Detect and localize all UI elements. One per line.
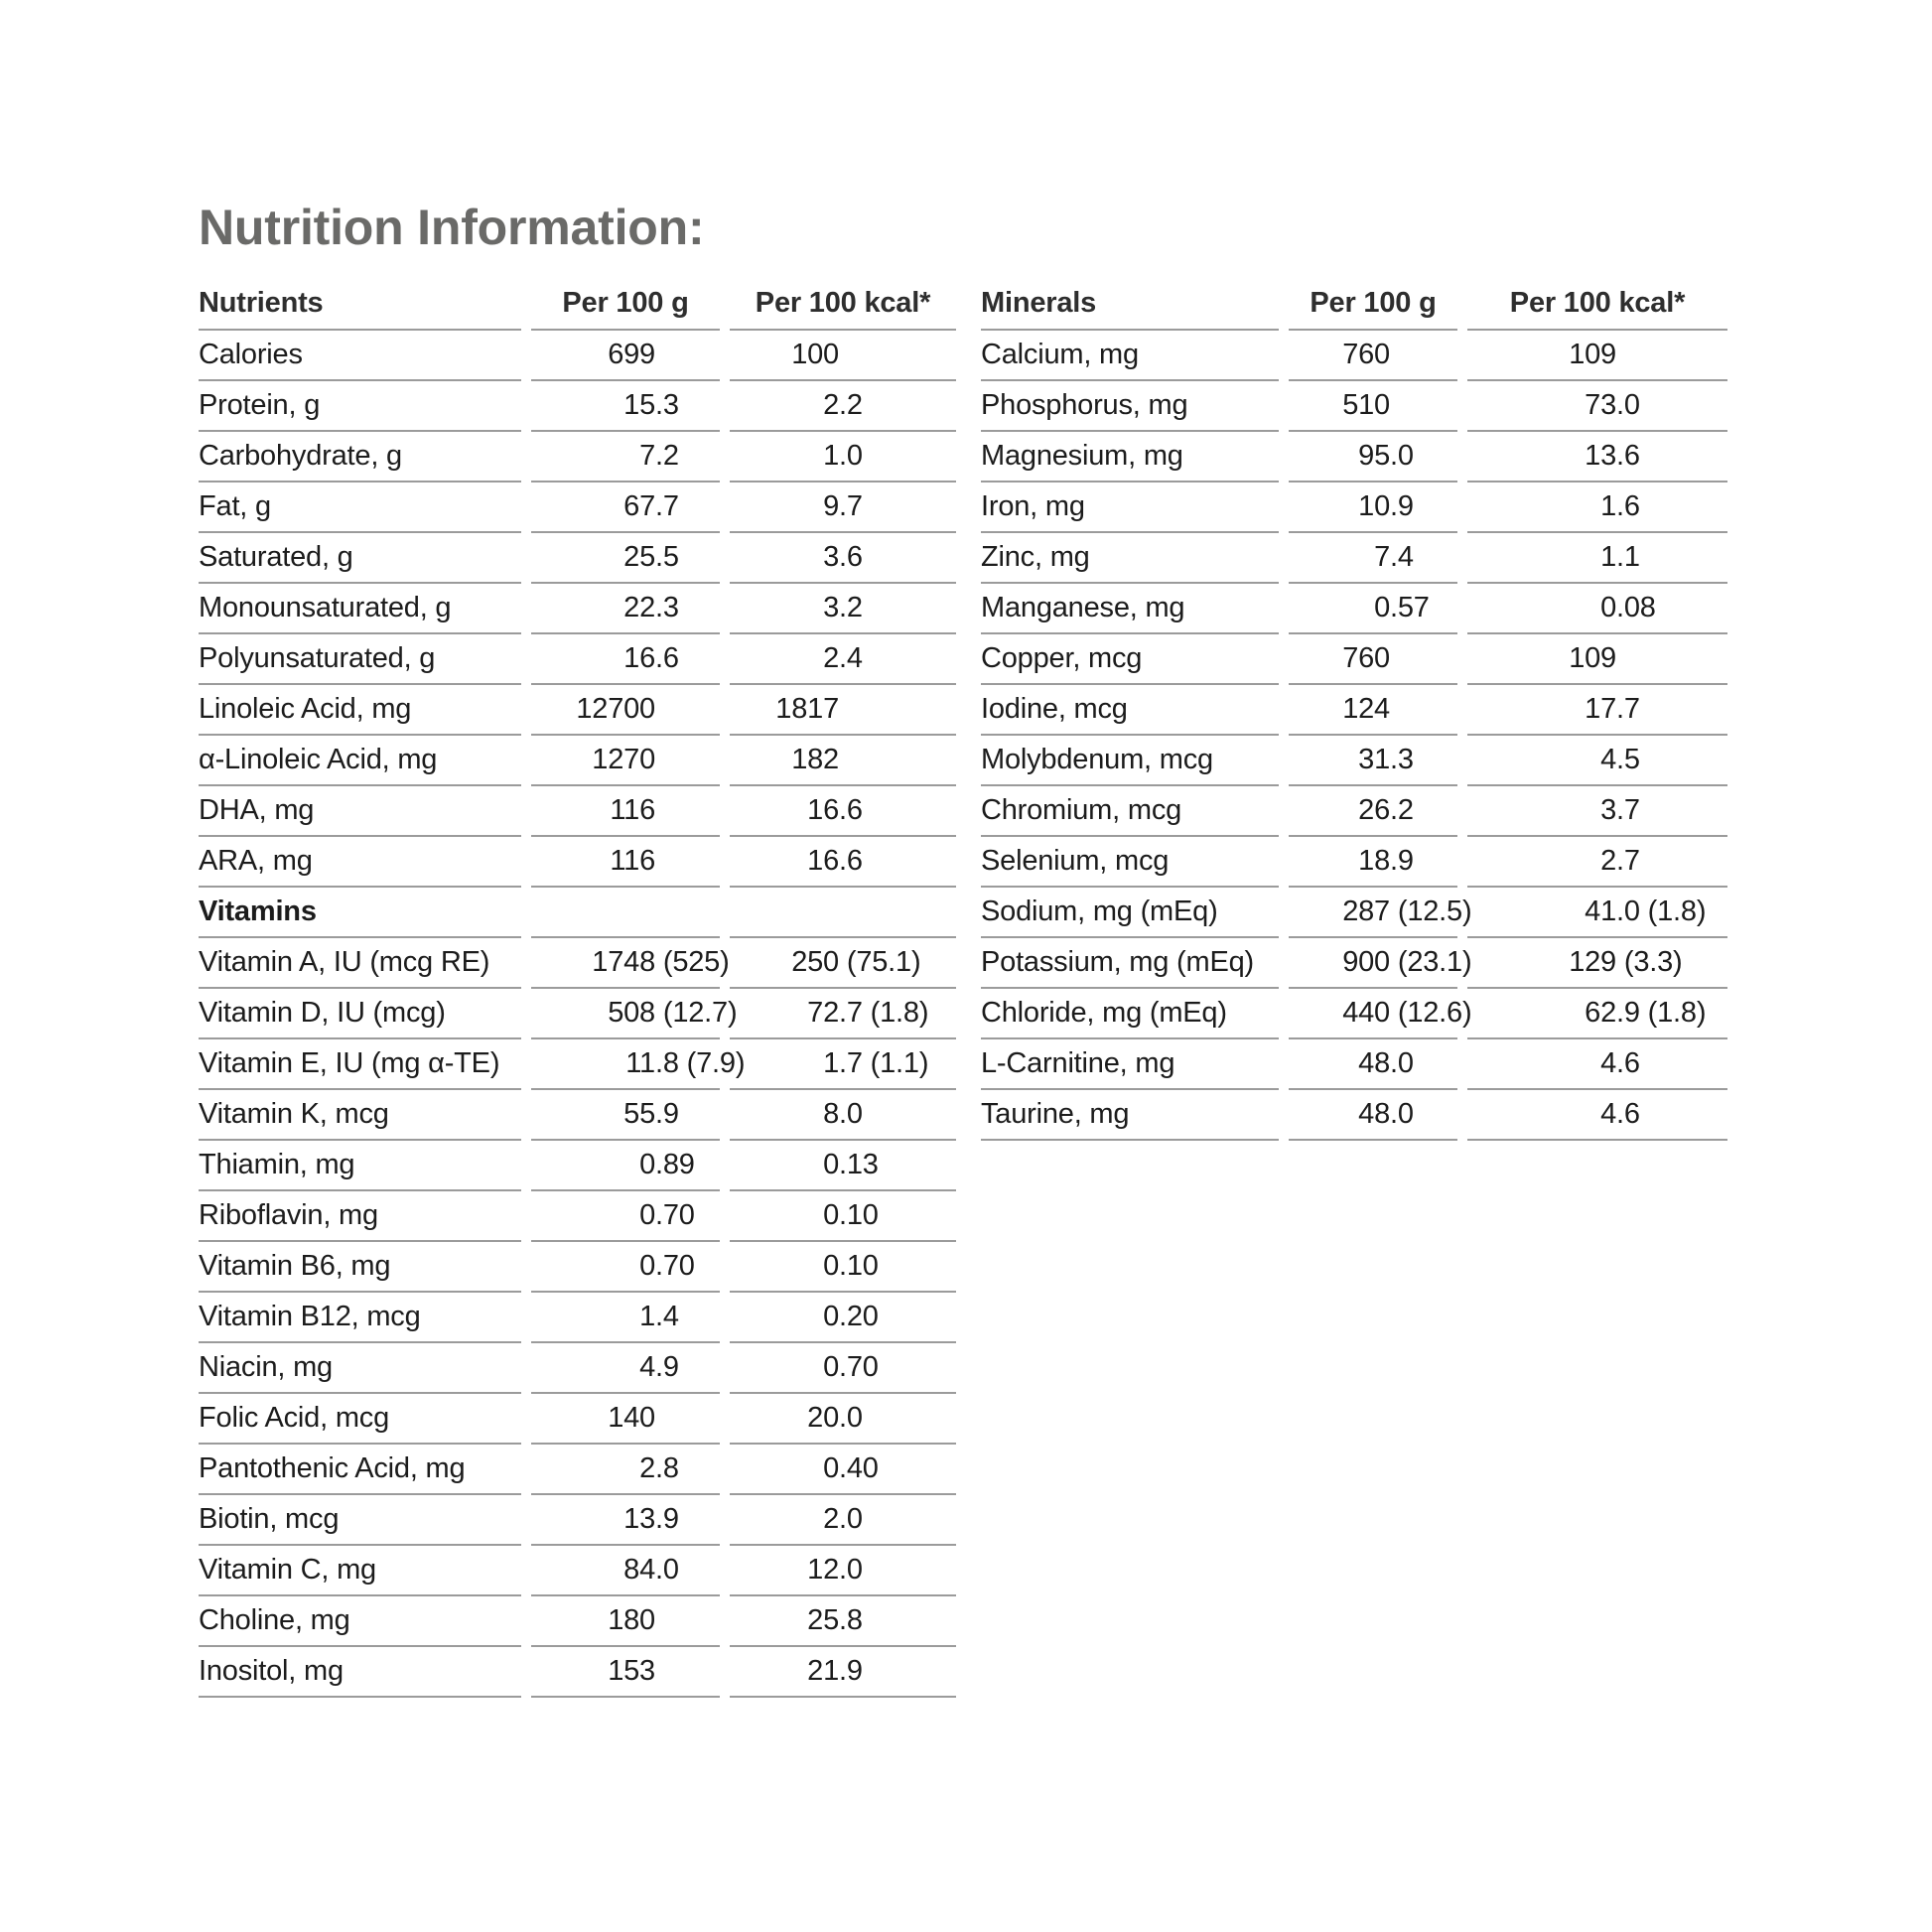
nutrient-label: Protein, g — [199, 381, 521, 432]
value-per-100kcal: 8.0 — [730, 1090, 956, 1141]
table-row — [199, 381, 956, 432]
value-per-100kcal: 20.0 — [730, 1394, 956, 1445]
value-per-100kcal: 4.6 — [1467, 1090, 1727, 1141]
value-per-100g: 1.4 — [531, 1293, 720, 1343]
nutrient-label: Potassium, mg (mEq) — [981, 938, 1279, 989]
nutrient-label: Manganese, mg — [981, 584, 1279, 634]
value-per-100g: 15.3 — [531, 381, 720, 432]
value-per-100g: 7.4 — [1289, 533, 1457, 584]
value-per-100kcal: 9.7 — [730, 483, 956, 533]
value-per-100g: 287 (12.5) — [1289, 888, 1457, 938]
nutrient-label: Vitamin B6, mg — [199, 1242, 521, 1293]
value-per-100g: 440 (12.6) — [1289, 989, 1457, 1039]
value-per-100kcal: 0.10 — [730, 1191, 956, 1242]
value-per-100kcal: 3.6 — [730, 533, 956, 584]
value-per-100g: 760 — [1289, 634, 1457, 685]
value-per-100kcal — [730, 888, 956, 938]
value-per-100g: 153 — [531, 1647, 720, 1698]
value-per-100kcal: 62.9 (1.8) — [1467, 989, 1727, 1039]
nutrient-label: Calcium, mg — [981, 331, 1279, 381]
value-per-100kcal: 2.7 — [1467, 837, 1727, 888]
nutrient-label: α-Linoleic Acid, mg — [199, 736, 521, 786]
value-per-100g: 0.70 — [531, 1191, 720, 1242]
nutrient-label: DHA, mg — [199, 786, 521, 837]
table-row — [981, 786, 1727, 837]
nutrient-label: Saturated, g — [199, 533, 521, 584]
column-header-per-100g: Per 100 g — [531, 278, 720, 331]
value-per-100g: 0.89 — [531, 1141, 720, 1191]
nutrient-label: Calories — [199, 331, 521, 381]
value-per-100kcal: 0.40 — [730, 1445, 956, 1495]
table-row — [199, 331, 956, 381]
nutrient-label: Vitamin C, mg — [199, 1546, 521, 1596]
nutrient-label: Chromium, mcg — [981, 786, 1279, 837]
table-row — [981, 331, 1727, 381]
column-header-minerals: Minerals — [981, 278, 1279, 331]
value-per-100g: 760 — [1289, 331, 1457, 381]
nutrient-label: Vitamin D, IU (mcg) — [199, 989, 521, 1039]
value-per-100kcal: 2.0 — [730, 1495, 956, 1546]
value-per-100g: 1748 (525) — [531, 938, 720, 989]
section-label: Vitamins — [199, 888, 521, 938]
table-row — [199, 1596, 956, 1647]
nutrients-table — [189, 278, 966, 1698]
value-per-100g: 22.3 — [531, 584, 720, 634]
nutrient-label: Taurine, mg — [981, 1090, 1279, 1141]
table-row — [199, 1647, 956, 1698]
table-row — [981, 989, 1727, 1039]
value-per-100g: 25.5 — [531, 533, 720, 584]
column-header-per-100g: Per 100 g — [1289, 278, 1457, 331]
nutrient-label: Choline, mg — [199, 1596, 521, 1647]
nutrient-label: Niacin, mg — [199, 1343, 521, 1394]
nutrient-label: Phosphorus, mg — [981, 381, 1279, 432]
value-per-100kcal: 129 (3.3) — [1467, 938, 1727, 989]
table-row — [199, 1394, 956, 1445]
column-header-per-100kcal: Per 100 kcal* — [1467, 278, 1727, 331]
table-row — [199, 1039, 956, 1090]
value-per-100g: 18.9 — [1289, 837, 1457, 888]
value-per-100g: 1270 — [531, 736, 720, 786]
value-per-100kcal: 109 — [1467, 331, 1727, 381]
nutrient-label: Iodine, mcg — [981, 685, 1279, 736]
value-per-100kcal: 12.0 — [730, 1546, 956, 1596]
table-row — [981, 381, 1727, 432]
value-per-100kcal: 17.7 — [1467, 685, 1727, 736]
value-per-100kcal: 0.13 — [730, 1141, 956, 1191]
value-per-100kcal: 250 (75.1) — [730, 938, 956, 989]
value-per-100kcal: 100 — [730, 331, 956, 381]
nutrient-label: Sodium, mg (mEq) — [981, 888, 1279, 938]
value-per-100g: 7.2 — [531, 432, 720, 483]
nutrient-label: L-Carnitine, mg — [981, 1039, 1279, 1090]
table-row — [199, 1242, 956, 1293]
nutrient-label: Fat, g — [199, 483, 521, 533]
table-row — [199, 483, 956, 533]
table-row — [981, 888, 1727, 938]
table-row — [981, 837, 1727, 888]
nutrient-label: Polyunsaturated, g — [199, 634, 521, 685]
table-row — [981, 584, 1727, 634]
value-per-100g: 13.9 — [531, 1495, 720, 1546]
value-per-100kcal: 0.20 — [730, 1293, 956, 1343]
value-per-100g: 0.57 — [1289, 584, 1457, 634]
table-row — [199, 1546, 956, 1596]
value-per-100kcal: 4.6 — [1467, 1039, 1727, 1090]
value-per-100g: 10.9 — [1289, 483, 1457, 533]
value-per-100kcal: 41.0 (1.8) — [1467, 888, 1727, 938]
nutrient-label: Monounsaturated, g — [199, 584, 521, 634]
value-per-100g: 26.2 — [1289, 786, 1457, 837]
table-row — [199, 1191, 956, 1242]
value-per-100g: 55.9 — [531, 1090, 720, 1141]
value-per-100g: 84.0 — [531, 1546, 720, 1596]
table-row — [199, 989, 956, 1039]
table-row — [981, 685, 1727, 736]
nutrient-label: Magnesium, mg — [981, 432, 1279, 483]
header-row — [199, 278, 956, 331]
nutrient-label: Carbohydrate, g — [199, 432, 521, 483]
column-header-per-100kcal: Per 100 kcal* — [730, 278, 956, 331]
value-per-100g: 116 — [531, 837, 720, 888]
nutrient-label: ARA, mg — [199, 837, 521, 888]
table-row — [199, 1090, 956, 1141]
table-row — [981, 1039, 1727, 1090]
nutrient-label: Riboflavin, mg — [199, 1191, 521, 1242]
value-per-100kcal: 1.6 — [1467, 483, 1727, 533]
value-per-100kcal: 109 — [1467, 634, 1727, 685]
nutrient-label: Copper, mcg — [981, 634, 1279, 685]
column-header-nutrients: Nutrients — [199, 278, 521, 331]
nutrient-label: Zinc, mg — [981, 533, 1279, 584]
header-row — [981, 278, 1727, 331]
value-per-100g: 900 (23.1) — [1289, 938, 1457, 989]
table-row — [199, 837, 956, 888]
table-row — [199, 736, 956, 786]
table-row — [981, 483, 1727, 533]
minerals-table-body — [981, 331, 1727, 1141]
table-row — [199, 432, 956, 483]
value-per-100kcal: 25.8 — [730, 1596, 956, 1647]
value-per-100kcal: 73.0 — [1467, 381, 1727, 432]
table-row — [199, 1293, 956, 1343]
value-per-100kcal: 72.7 (1.8) — [730, 989, 956, 1039]
value-per-100kcal: 3.2 — [730, 584, 956, 634]
table-row — [199, 1445, 956, 1495]
page-title: Nutrition Information: — [199, 200, 705, 255]
table-row — [199, 634, 956, 685]
value-per-100g: 699 — [531, 331, 720, 381]
nutrient-label: Linoleic Acid, mg — [199, 685, 521, 736]
value-per-100g: 48.0 — [1289, 1039, 1457, 1090]
table-row — [981, 533, 1727, 584]
nutrient-label: Vitamin E, IU (mg α-TE) — [199, 1039, 521, 1090]
nutrient-label: Inositol, mg — [199, 1647, 521, 1698]
nutrient-label: Chloride, mg (mEq) — [981, 989, 1279, 1039]
value-per-100g: 0.70 — [531, 1242, 720, 1293]
nutrient-label: Folic Acid, mcg — [199, 1394, 521, 1445]
table-row — [981, 432, 1727, 483]
nutrient-label: Vitamin A, IU (mcg RE) — [199, 938, 521, 989]
value-per-100g: 2.8 — [531, 1445, 720, 1495]
nutrient-label: Thiamin, mg — [199, 1141, 521, 1191]
value-per-100kcal: 21.9 — [730, 1647, 956, 1698]
nutrient-label: Pantothenic Acid, mg — [199, 1445, 521, 1495]
nutrient-label: Vitamin K, mcg — [199, 1090, 521, 1141]
value-per-100kcal: 16.6 — [730, 837, 956, 888]
value-per-100g: 116 — [531, 786, 720, 837]
value-per-100kcal: 13.6 — [1467, 432, 1727, 483]
nutrients-table-body — [199, 331, 956, 1698]
table-row — [981, 634, 1727, 685]
table-row — [199, 786, 956, 837]
value-per-100kcal: 0.10 — [730, 1242, 956, 1293]
value-per-100kcal: 1817 — [730, 685, 956, 736]
table-row — [981, 938, 1727, 989]
value-per-100g: 510 — [1289, 381, 1457, 432]
value-per-100kcal: 2.4 — [730, 634, 956, 685]
value-per-100g: 31.3 — [1289, 736, 1457, 786]
minerals-table — [971, 278, 1737, 1141]
value-per-100g: 180 — [531, 1596, 720, 1647]
value-per-100g: 12700 — [531, 685, 720, 736]
value-per-100kcal: 3.7 — [1467, 786, 1727, 837]
nutrient-label: Biotin, mcg — [199, 1495, 521, 1546]
nutrient-label: Molybdenum, mcg — [981, 736, 1279, 786]
value-per-100g: 48.0 — [1289, 1090, 1457, 1141]
nutrient-label: Vitamin B12, mcg — [199, 1293, 521, 1343]
value-per-100g: 4.9 — [531, 1343, 720, 1394]
value-per-100kcal: 2.2 — [730, 381, 956, 432]
table-row — [981, 736, 1727, 786]
nutrient-label: Selenium, mcg — [981, 837, 1279, 888]
value-per-100g: 508 (12.7) — [531, 989, 720, 1039]
value-per-100kcal: 0.70 — [730, 1343, 956, 1394]
table-row — [199, 533, 956, 584]
value-per-100kcal: 1.1 — [1467, 533, 1727, 584]
value-per-100g — [531, 888, 720, 938]
value-per-100g: 124 — [1289, 685, 1457, 736]
section-row — [199, 888, 956, 938]
value-per-100g: 140 — [531, 1394, 720, 1445]
value-per-100kcal: 182 — [730, 736, 956, 786]
table-row — [199, 584, 956, 634]
value-per-100kcal: 1.7 (1.1) — [730, 1039, 956, 1090]
value-per-100g: 95.0 — [1289, 432, 1457, 483]
value-per-100g: 11.8 (7.9) — [531, 1039, 720, 1090]
table-row — [981, 1090, 1727, 1141]
table-row — [199, 685, 956, 736]
value-per-100g: 16.6 — [531, 634, 720, 685]
value-per-100kcal: 0.08 — [1467, 584, 1727, 634]
table-row — [199, 1141, 956, 1191]
nutrient-label: Iron, mg — [981, 483, 1279, 533]
table-row — [199, 1495, 956, 1546]
value-per-100g: 67.7 — [531, 483, 720, 533]
value-per-100kcal: 1.0 — [730, 432, 956, 483]
table-row — [199, 938, 956, 989]
value-per-100kcal: 4.5 — [1467, 736, 1727, 786]
value-per-100kcal: 16.6 — [730, 786, 956, 837]
table-row — [199, 1343, 956, 1394]
